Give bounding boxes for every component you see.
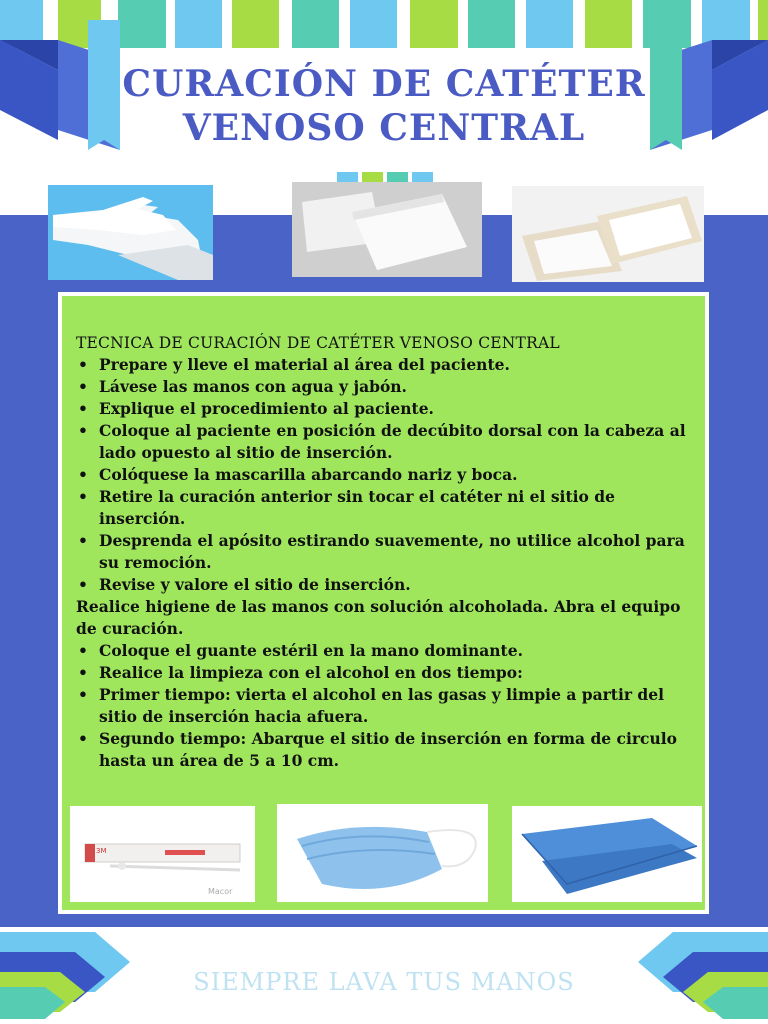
dressing-photo: [512, 186, 704, 282]
swab-watermark: Macor: [208, 887, 233, 896]
gloves-photo: [48, 185, 213, 280]
list-item: • Colóquese la mascarilla abarcando nariz y boca.: [76, 464, 698, 486]
title-line-2: VENOSO CENTRAL: [182, 107, 586, 149]
dressing-icon: [512, 186, 704, 282]
instructions-text: [76, 332, 698, 772]
list-item: • Desprenda el apósito estirando suavemente, no utilice alcohol para su remoción.: [76, 530, 698, 574]
list-item: • Coloque al paciente en posición de decúbito dorsal con la cabeza al lado opuesto al sitio de inserción.: [76, 420, 698, 464]
bullet-list-2: [76, 640, 698, 772]
paragraph-text: Realice higiene de las manos con solución alcoholada. Abra el equipo de curación.: [76, 597, 681, 638]
drape-photo: [512, 806, 702, 902]
swab-icon: [70, 806, 255, 902]
page-title: [0, 62, 768, 150]
instructions-heading: TECNICA DE CURACIÓN DE CATÉTER VENOSO CENTRAL: [76, 334, 560, 352]
swab-photo: [70, 806, 255, 902]
instructions-panel: [58, 292, 709, 914]
list-item: • Segundo tiempo: Abarque el sitio de inserción en forma de circulo hasta un área de 5 a 10 cm.: [76, 728, 698, 772]
swab-brand-label: 3M: [96, 847, 107, 855]
list-item: • Coloque el guante estéril en la mano dominante.: [76, 640, 698, 662]
list-item: • Revise y valore el sitio de inserción.: [76, 574, 698, 596]
gauze-photo: [292, 182, 482, 277]
list-item: • Explique el procedimiento al paciente.: [76, 398, 698, 420]
gauze-icon: [292, 182, 482, 277]
title-line-1: CURACIÓN DE CATÉTER: [122, 63, 646, 105]
mask-icon: [277, 804, 488, 902]
list-item: • Prepare y lleve el material al área del paciente.: [76, 354, 698, 376]
mask-photo: [277, 804, 488, 902]
gloves-icon: [48, 185, 213, 280]
drape-icon: [512, 806, 702, 902]
list-item: • Realice la limpieza con el alcohol en dos tiempo:: [76, 662, 698, 684]
list-item: • Lávese las manos con agua y jabón.: [76, 376, 698, 398]
list-item: • Primer tiempo: vierta el alcohol en las gasas y limpie a partir del sitio de inserción hacia afuera.: [76, 684, 698, 728]
footer-slogan: SIEMPRE LAVA TUS MANOS: [193, 968, 575, 996]
list-item: • Retire la curación anterior sin tocar el catéter ni el sitio de inserción.: [76, 486, 698, 530]
bullet-list-1: [76, 354, 698, 596]
